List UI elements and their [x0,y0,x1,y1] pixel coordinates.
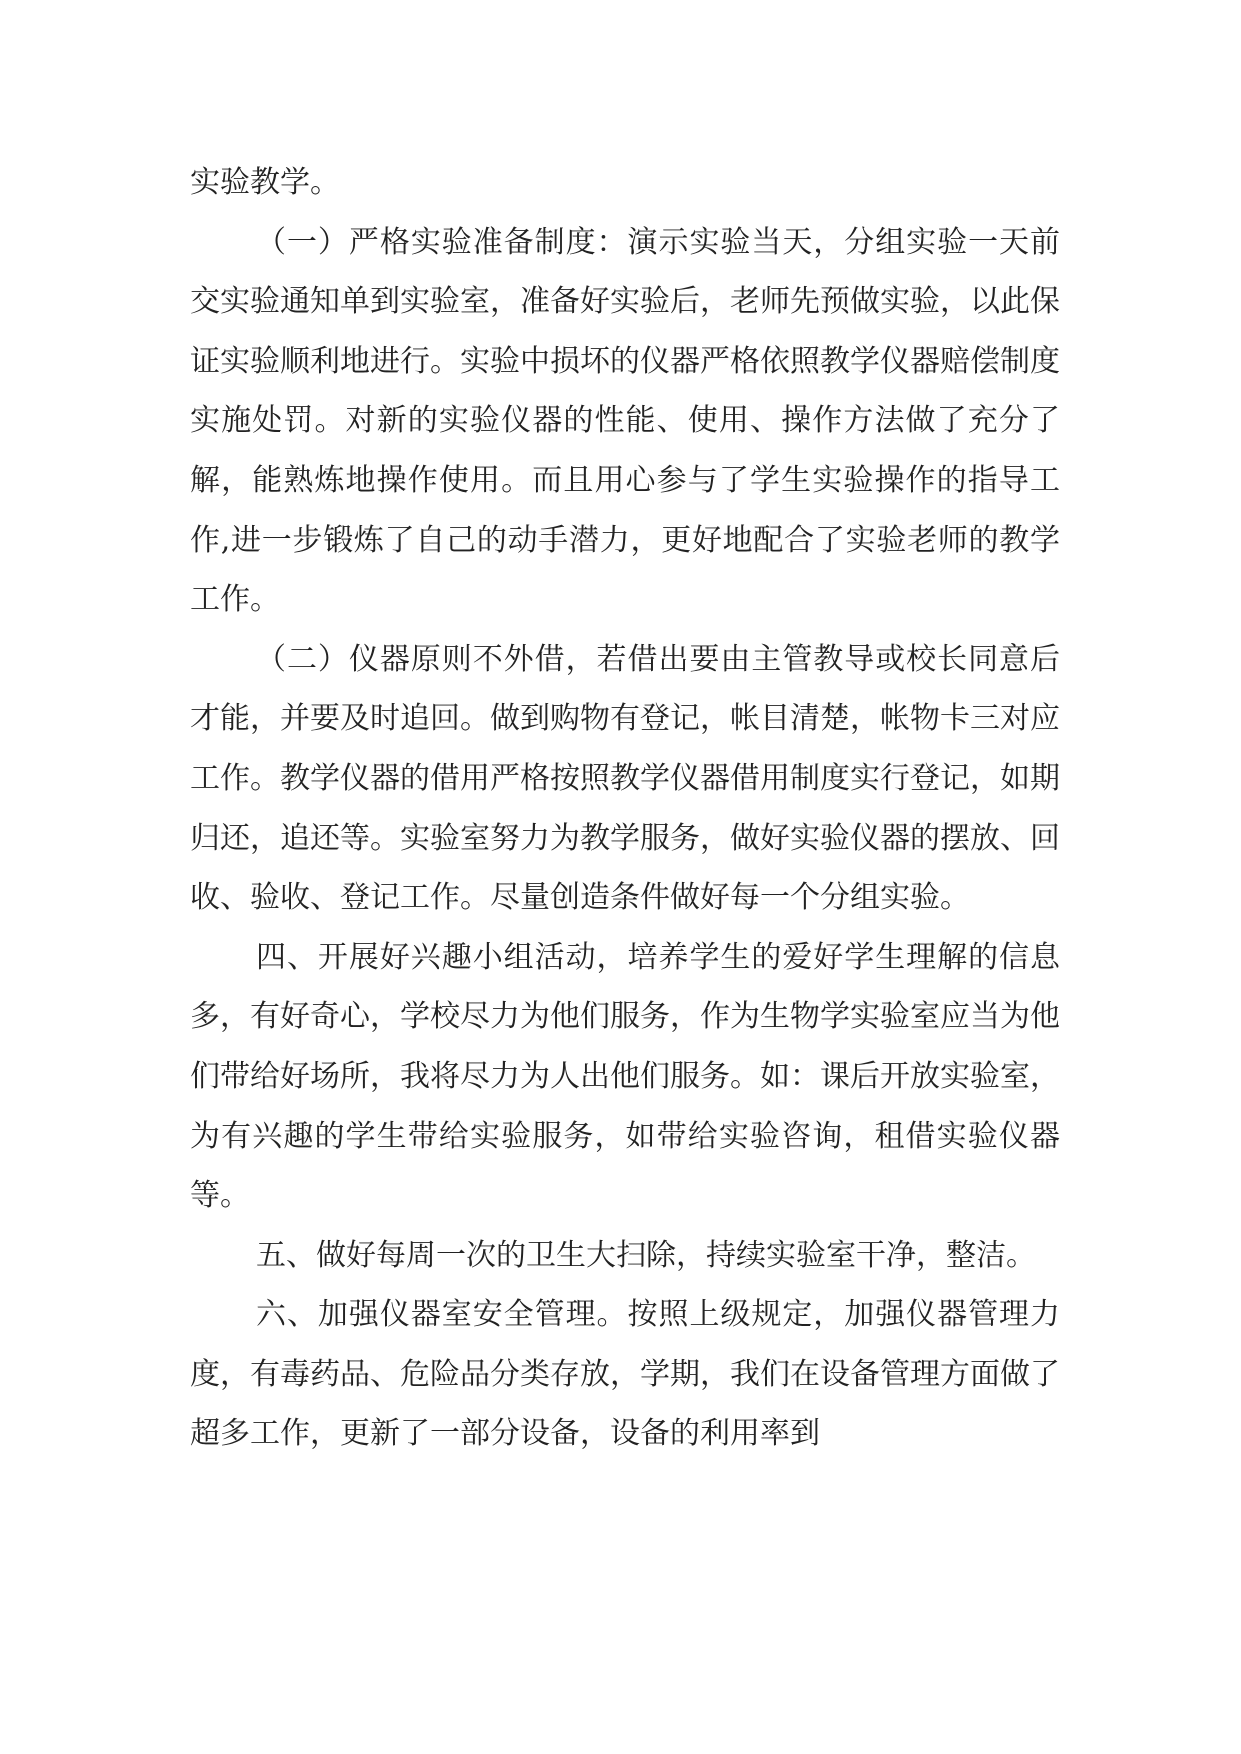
document-body [190,153,1060,1464]
paragraph-section-5: 五、做好每周一次的卫生大扫除，持续实验室干净，整洁。 [256,1237,1036,1273]
paragraph-section-4: 四、开展好兴趣小组活动，培养学生的爱好学生理解的信息多，有好奇心，学校尽力为他们服务，作为生物学实验室应当为他们带给好场所，我将尽力为人出他们服务。如：课后开放实验室，为有兴趣的学生带给实验服务，如带给实验咨询，租借实验仪器等。 [190,939,1060,1214]
paragraph-continuation: 实验教学。 [190,165,340,200]
paragraph-item-1: （一）严格实验准备制度：演示实验当天，分组实验一天前交实验通知单到实验室，准备好实验后，老师先预做实验，以此保证实验顺利地进行。实验中损坏的仪器严格依照教学仪器赔偿制度实施处罚。对新的实验仪器的性能、使用、操作方法做了充分了解，能熟炼地操作使用。而且用心参与了学生实验操作的指导工作,进一步锻炼了自己的动手潜力，更好地配合了实验老师的教学工作。 [190,224,1060,618]
paragraph-section-6: 六、加强仪器室安全管理。按照上级规定，加强仪器管理力度，有毒药品、危险品分类存放，学期，我们在设备管理方面做了超多工作，更新了一部分设备，设备的利用率到 [190,1297,1060,1452]
paragraph-item-2: （二）仪器原则不外借，若借出要由主管教导或校长同意后才能，并要及时追回。做到购物有登记，帐目清楚，帐物卡三对应工作。教学仪器的借用严格按照教学仪器借用制度实行登记，如期归还，追还等。实验室努力为教学服务，做好实验仪器的摆放、回收、验收、登记工作。尽量创造条件做好每一个分组实验。 [190,641,1060,916]
